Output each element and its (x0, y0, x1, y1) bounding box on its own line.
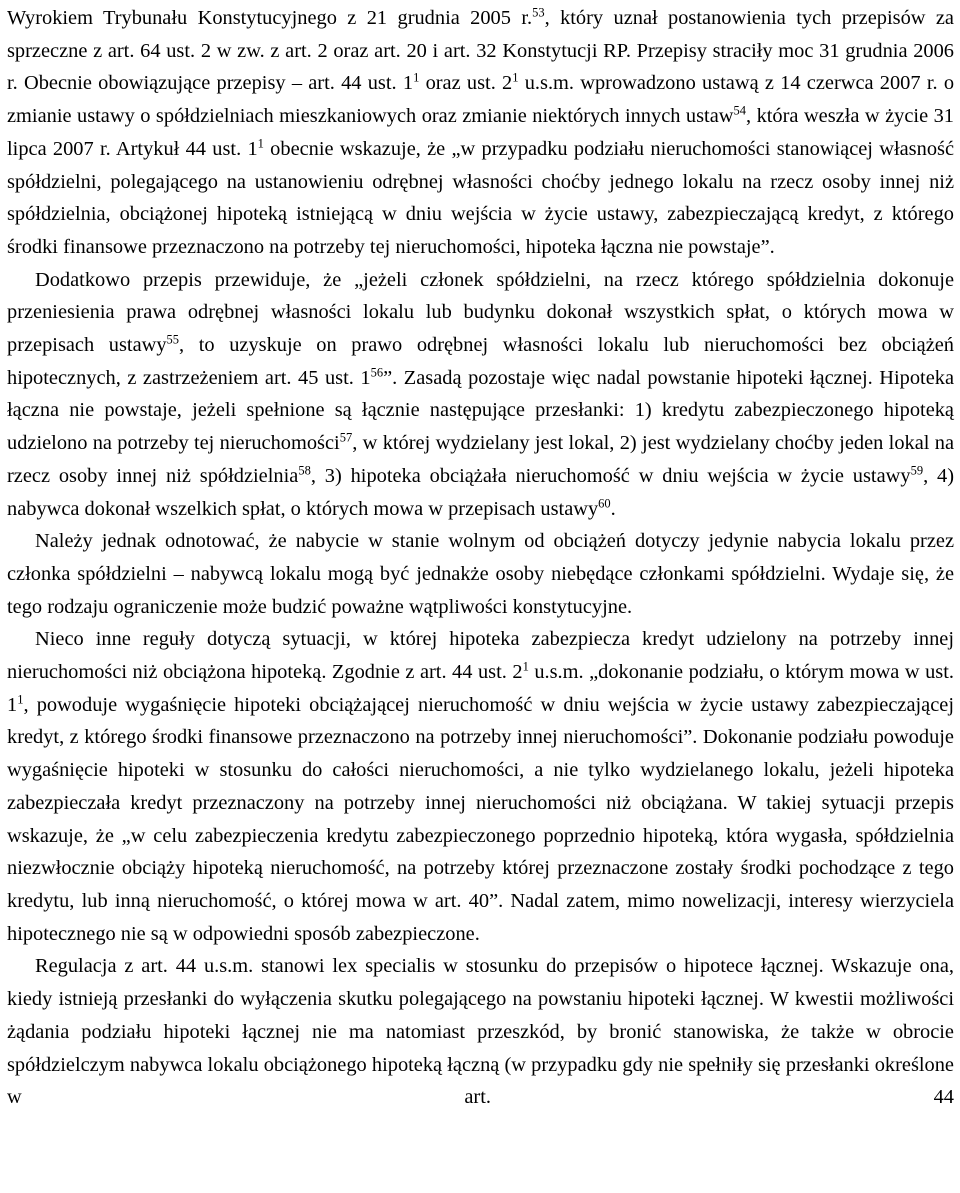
text-run: , powoduje wygaśnięcie hipoteki obciążającej nieruchomość w dniu wejścia w życie ustawy zabezpieczającej kredyt, z którego środki finansowe przeznaczono na potrzeby innej nieruchomości”. Dokonanie podziału powoduje wygaśnięcie hipoteki w stosunku do całości nieruchomości, a nie tylko wydzielanego lokalu, jeżeli hipoteka zabezpieczała kredyt przeznaczony na potrzeby innej nieruchomości niż obciążana. W takiej sytuacji przepis wskazuje, że „w celu zabezpieczenia kredytu zabezpieczonego poprzednio hipoteką, która wygasła, spółdzielnia niezwłocznie obciąży hipoteką nieruchomość, na potrzeby której przeznaczone zostały środki pochodzące z tego kredytu, lub inną nieruchomość, o której mowa w art. 40”. Nadal zatem, mimo nowelizacji, interesy wierzyciela hipotecznego nie są w odpowiedni sposób zabezpieczone. (7, 693, 954, 945)
text-run: , w której wydzielany jest lokal, 2) jest wydzielany choćby jeden lokal na rzecz osoby innej niż spółdzielnia (7, 432, 955, 487)
text-run: obecnie wskazuje, że „w przypadku podziału nieruchomości stanowiącej własność spółdzielni, polegającego na ustanowieniu odrębnej własności choćby jednego lokalu na rzecz osoby innej niż spółdzielnia, obciążonej hipoteką istniejącą w dniu wejścia w życie ustawy, zabezpieczającą kredyt, z którego środki finansowe przeznaczono na potrzeby tej nieruchomości, hipoteka łączna nie powstaje”. (7, 137, 954, 258)
text-run: Nieco inne reguły dotyczą sytuacji, w której hipoteka zabezpiecza kredyt udzielony na potrzeby innej nieruchomości niż obciążona hipoteką. Zgodnie z art. 44 ust. 2 (7, 628, 954, 684)
paragraph-3 (7, 525, 954, 623)
text-run: , 3) hipoteka obciążała nieruchomość w dniu wejścia w życie ustawy (310, 464, 911, 487)
text-run: Należy jednak odnotować, że nabycie w stanie wolnym od obciążeń dotyczy jedynie nabycia lokalu przez członka spółdzielni – nabywcą lokalu mogą być jednakże osoby niebędące członkami spółdzielni. Wydaje się, że tego rodzaju ograniczenie może budzić poważne wątpliwości konstytucyjne. (7, 530, 954, 618)
footnote-ref: 59 (910, 463, 924, 478)
footnote-ref: 1 (257, 136, 264, 151)
text-run: , która weszła w życie 31 lipca 2007 r. Artykuł 44 ust. 1 (7, 105, 954, 160)
text-run: , to uzyskuje on prawo odrębnej własności lokalu lub nieruchomości bez obciążeń hipotecznych, z zastrzeżeniem art. 45 ust. 1 (7, 334, 954, 389)
footnote-ref: 53 (532, 5, 545, 20)
footnote-ref: 57 (339, 430, 353, 445)
footnote-ref: 1 (522, 659, 529, 674)
footnote-ref: 55 (166, 332, 180, 347)
paragraph-4 (7, 623, 954, 950)
paragraph-2 (7, 264, 954, 526)
footnote-ref: 54 (733, 103, 746, 118)
text-run: Dodatkowo przepis przewiduje, że „jeżeli członek spółdzielni, na rzecz którego spółdzielnia dokonuje przeniesienia prawa odrębnej własności lokalu lub budynku dokonał wszystkich spłat, o których mowa w przepisach ustawy (7, 268, 954, 357)
text-run: Wyrokiem Trybunału Konstytucyjnego z 21 grudnia 2005 r. (7, 7, 533, 29)
footnote-ref: 1 (512, 70, 519, 85)
text-run: , który uznał postanowienia tych przepisów za sprzeczne z art. 64 ust. 2 w zw. z art. 2 oraz art. 20 i art. 32 Konstytucji RP. Przepisy straciły moc 31 grudnia 2006 r. Obecnie obowiązujące przepisy – art. 44 ust. 1 (7, 7, 954, 95)
footnote-ref: 1 (413, 70, 420, 85)
paragraph-1 (7, 2, 954, 264)
footnote-ref: 60 (598, 495, 611, 510)
text-run: oraz ust. 2 (419, 72, 513, 95)
text-run: ”. Zasadą pozostaje więc nadal powstanie hipoteki łącznej. Hipoteka łączna nie powstaje, jeżeli spełnione są łącznie następujące przesłanki: 1) kredytu zabezpieczonego hipoteką udzielono na potrzeby tej nieruchomości (7, 366, 954, 455)
text-run: . (610, 497, 616, 520)
text-run: u.s.m. „dokonanie podziału, o którym mowa w ust. 1 (7, 661, 954, 716)
text-run: , 4) nabywca dokonał wszelkich spłat, o których mowa w przepisach ustawy (7, 464, 954, 520)
footnote-ref: 58 (298, 463, 311, 478)
footnote-ref: 1 (17, 692, 24, 707)
text-run: u.s.m. wprowadzono ustawą z 14 czerwca 2007 r. o zmianie ustawy o spółdzielniach mieszkaniowych oraz zmianie niektórych innych ustaw (7, 72, 955, 128)
paragraph-5 (7, 950, 954, 1114)
text-run: Regulacja z art. 44 u.s.m. stanowi lex specialis w stosunku do przepisów o hipotece łącznej. Wskazuje ona, kiedy istnieją przesłanki do wyłączenia skutku polegającego na powstaniu hipoteki łącznej. W kwestii możliwości żądania podziału hipoteki łącznej nie ma natomiast przeszkód, by bronić stanowiska, że także w obrocie spółdzielczym nabywca lokalu obciążonego hipoteką łączną (w przypadku gdy nie spełniły się przesłanki określone w art. 44 (7, 955, 954, 1109)
footnote-ref: 56 (370, 364, 384, 379)
